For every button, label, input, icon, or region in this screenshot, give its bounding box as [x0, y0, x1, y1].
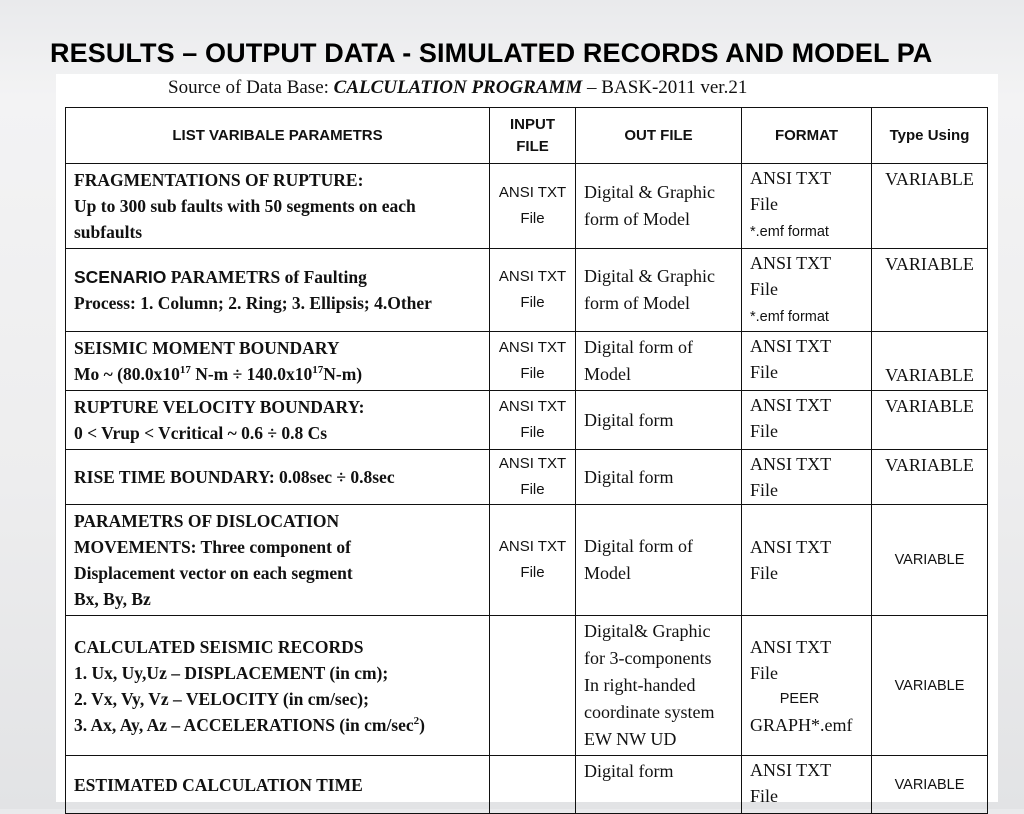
format-cell: ANSI TXT File [742, 332, 872, 391]
source-program: CALCULATION PROGRAMM [333, 77, 583, 98]
table-row [66, 249, 988, 332]
table-row [66, 505, 988, 616]
slide-title: RESULTS – OUTPUT DATA - SIMULATED RECORDS AND MODEL PA [50, 38, 933, 68]
param-cell: RISE TIME BOUNDARY: 0.08sec ÷ 0.8sec [66, 450, 490, 505]
header-out: OUT FILE [576, 108, 742, 164]
table-row [66, 332, 988, 391]
header-param: LIST VARIBALE PARAMETRS [66, 108, 490, 164]
header-input: INPUT FILE [490, 108, 576, 164]
format-cell: ANSI TXT File *.emf format [742, 164, 872, 249]
table-row [66, 391, 988, 450]
type-cell: VARIABLE [872, 391, 988, 450]
param-cell: ESTIMATED CALCULATION TIME [66, 756, 490, 814]
type-cell: VARIABLE [872, 332, 988, 391]
table-row [66, 164, 988, 249]
format-cell: ANSI TXT File [742, 450, 872, 505]
out-cell: Digital & Graphic form of Model [576, 164, 742, 249]
param-cell: SCENARIO PARAMETRS of Faulting Process: 1. Column; 2. Ring; 3. Ellipsis; 4.Other [66, 249, 490, 332]
format-cell: ANSI TXT File *.emf format [742, 249, 872, 332]
type-cell: VARIABLE [872, 249, 988, 332]
out-cell: Digital & Graphic form of Model [576, 249, 742, 332]
out-cell: Digital form of Model [576, 332, 742, 391]
source-line [168, 77, 747, 99]
table-row [66, 450, 988, 505]
header-type: Type Using [872, 108, 988, 164]
format-cell: ANSI TXT File [742, 505, 872, 616]
param-cell: RUPTURE VELOCITY BOUNDARY: 0 < Vrup < Vcritical ~ 0.6 ÷ 0.8 Cs [66, 391, 490, 450]
format-cell: ANSI TXT File [742, 391, 872, 450]
param-cell: SEISMIC MOMENT BOUNDARY Mo ~ ($80.0x10^{17}$ $N-m \div 140.0x10^{17}N-m$) [66, 332, 490, 391]
parameters-table [65, 107, 988, 814]
out-cell: Digital& Graphic for 3-components In right-handed coordinate system EW NW UD [576, 616, 742, 756]
type-cell: VARIABLE [872, 164, 988, 249]
input-cell-empty [490, 616, 576, 756]
table-panel [56, 74, 998, 806]
type-cell: VARIABLE [872, 756, 988, 814]
type-cell: VARIABLE [872, 616, 988, 756]
table-row [66, 616, 988, 756]
param-cell: PARAMETRS OF DISLOCATION MOVEMENTS: Three component of Displacement vector on each segment Bx, By, Bz [66, 505, 490, 616]
param-cell: FRAGMENTATIONS OF RUPTURE: Up to 300 sub faults with 50 segments on each subfaults [66, 164, 490, 249]
source-suffix: – BASK-2011 ver.21 [587, 77, 748, 98]
format-cell: ANSI TXT File [742, 756, 872, 814]
header-format: FORMAT [742, 108, 872, 164]
out-cell: Digital form [576, 450, 742, 505]
input-cell-empty [490, 756, 576, 814]
out-cell: Digital form [576, 391, 742, 450]
input-cell: ANSI TXT File [490, 391, 576, 450]
type-cell: VARIABLE [872, 505, 988, 616]
out-cell: Digital form [576, 756, 742, 814]
param-cell: CALCULATED SEISMIC RECORDS 1. Ux, Uy,Uz – DISPLACEMENT (in cm); 2. Vx, Vy, Vz – VELOCITY (in cm/sec); 3. Ax, Ay, Az – ACCELERATIONS (in $cm/\sec^2$) [66, 616, 490, 756]
table-row [66, 756, 988, 814]
out-cell: Digital form of Model [576, 505, 742, 616]
type-cell: VARIABLE [872, 450, 988, 505]
input-cell: ANSI TXT File [490, 505, 576, 616]
input-cell: ANSI TXT File [490, 450, 576, 505]
input-cell: ANSI TXT File [490, 249, 576, 332]
format-cell: ANSI TXT File PEER GRAPH*.emf [742, 616, 872, 756]
source-prefix: Source of Data Base: [168, 77, 329, 98]
input-cell: ANSI TXT File [490, 332, 576, 391]
input-cell: ANSI TXT File [490, 164, 576, 249]
table-header-row [66, 108, 988, 164]
